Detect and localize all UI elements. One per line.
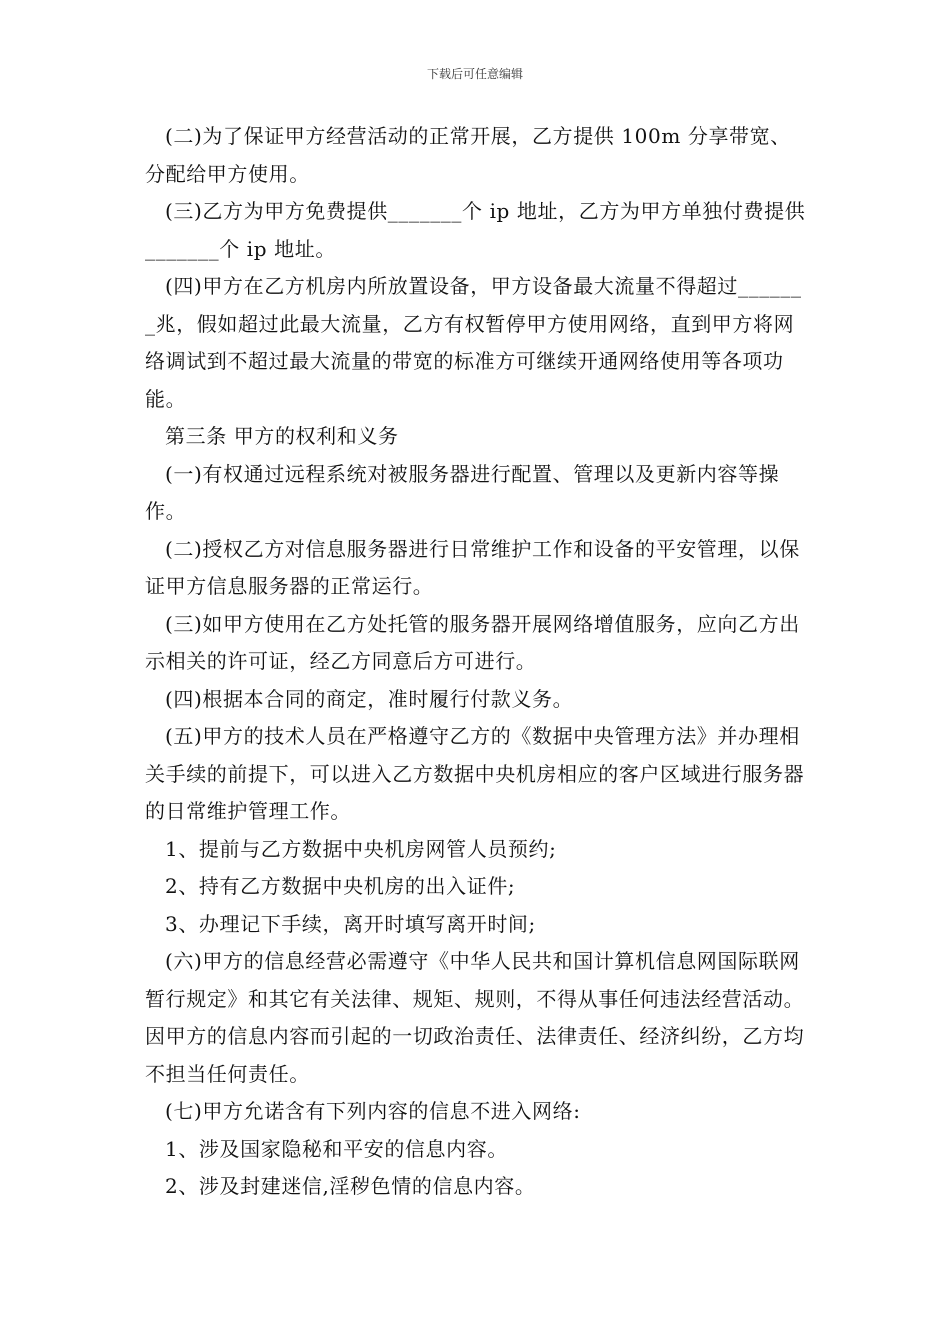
list-item: 1、提前与乙方数据中央机房网管人员预约; [165,836,557,861]
paragraph: (二)授权乙方对信息服务器进行日常维护工作和设备的平安管理，以保证甲方信息服务器的正常运行。 [145,536,800,598]
paragraph: (一)有权通过远程系统对被服务器进行配置、管理以及更新内容等操作。 [145,461,780,523]
paragraph: (三)如甲方使用在乙方处托管的服务器开展网络增值服务，应向乙方出示相关的许可证，经乙方同意后方可进行。 [145,611,800,673]
paragraph: (二)为了保证甲方经营活动的正常开展，乙方提供 100m 分享带宽、分配给甲方使用。 [145,124,791,186]
list-item: 2、涉及封建迷信,淫秽色情的信息内容。 [165,1174,536,1198]
page-header: 下载后可任意编辑 [426,67,523,81]
paragraph: (五)甲方的技术人员在严格遵守乙方的《数据中央管理方法》并办理相关手续的前提下，可以进入乙方数据中央机房相应的客户区域进行服务器的日常维护管理工作。 [145,724,805,823]
section-heading: 第三条 甲方的权利和义务 [165,424,399,448]
paragraph: (七)甲方允诺含有下列内容的信息不进入网络: [165,1099,581,1123]
list-item: 2、持有乙方数据中央机房的出入证件; [165,874,516,898]
paragraph: (三)乙方为甲方免费提供_______个 ip 地址，乙方为甲方单独付费提供_______个 ip 地址。 [145,199,806,261]
list-item: 1、涉及国家隐秘和平安的信息内容。 [165,1136,508,1161]
list-item: 3、办理记下手续，离开时填写离开时间; [165,911,536,936]
document-body [145,118,810,1206]
paragraph: (六)甲方的信息经营必需遵守《中华人民共和国计算机信息网国际联网暂行规定》和其它有关法律、规矩、规则，不得从事任何违法经营活动。因甲方的信息内容而引起的一切政治责任、法律责任、经济纠纷，乙方均不担当任何责任。 [145,949,805,1086]
paragraph: (四)甲方在乙方机房内所放置设备，甲方设备最大流量不得超过_______兆，假如超过此最大流量，乙方有权暂停甲方使用网络，直到甲方将网络调试到不超过最大流量的带宽的标准方可继续开通网络使用等各项功能。 [145,274,802,411]
paragraph: (四)根据本合同的商定，准时履行付款义务。 [165,686,574,711]
